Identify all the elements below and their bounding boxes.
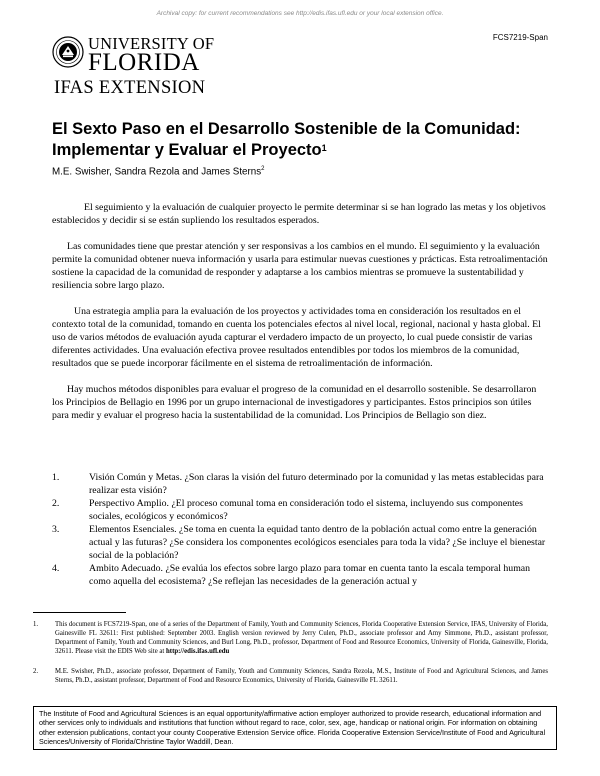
footnote bbox=[33, 667, 548, 685]
footnote bbox=[33, 620, 548, 656]
footnote-divider bbox=[33, 612, 126, 613]
authors-text: M.E. Swisher, Sandra Rezola and James Sterns bbox=[52, 166, 262, 178]
list-item-number: 2. bbox=[52, 498, 60, 509]
list-item bbox=[52, 523, 548, 562]
publication-number: FCS7219-Span bbox=[492, 33, 548, 42]
uf-ifas-logo bbox=[52, 34, 215, 104]
footnote-number: 2. bbox=[33, 668, 39, 675]
list-item bbox=[52, 562, 548, 588]
list-item-text: Ambito Adecuado. ¿Se evalúa los efectos sobre largo plazo para tomar en cuenta tanto la escala temporal human como aquella del ecosistema? ¿Se reflejan las necesidades de la generación actual y bbox=[89, 563, 531, 587]
university-seal-icon bbox=[52, 36, 84, 68]
list-item-number: 3. bbox=[52, 524, 60, 535]
footnote-text: This document is FCS7219-Span, one of a series of the Department of Family, Youth and Community Sciences, Florida Cooperative Extension Service, IFAS, University of Florida, Gainesville FL 32611: First published: September 2003. English version reviewed by Jerry Culen, Ph.D., associate professor and Amy Simmone, Ph.D., assistant professor, Department of Family, Youth and Community Sciences, and Burl Long, Ph.D., professor, Department of Food and Resource Economics, University of Florida, Gainesville, Florida, 32611. Please visit the EDIS Web site at bbox=[55, 621, 548, 655]
list-item bbox=[52, 471, 548, 497]
paragraph: Una estrategia amplia para la evaluación de los proyectos y actividades toma en consideración los resultados en el contexto total de la comunidad, tomando en cuenta los potenciales efectos al nivel local, regional, nacional y hasta global. El uso de varios métodos de evaluación ayuda capturar el verdadero impacto de un proyecto, lo cual puede consistir de varias diferentes actividades. Una evaluación efectiva provee resultados entendibles por todos los miembros de la comunidad, resultados que se puede incorporar fácilmente en el sistema de retroalimentación de información. bbox=[52, 306, 541, 369]
logo-ifas-extension: IFAS EXTENSION bbox=[54, 78, 206, 98]
paragraph: Hay muchos métodos disponibles para evaluar el progreso de la comunidad en el desarrollo sostenible. Se desarrollaron los Principios de Bellagio en 1996 por un grupo internacional de investigadores y participantes. Estos principios son útiles para medir y evaluar el progreso hacia la sustentabilidad de la comunidad. Los Principios de Bellagio son diez. bbox=[52, 384, 537, 421]
logo-florida: FLORIDA bbox=[88, 49, 200, 76]
footnotes bbox=[33, 620, 548, 696]
archive-notice: Archival copy: for current recommendations see http://edis.ifas.ufl.edu or your local extension office. bbox=[156, 10, 444, 17]
paragraph: Las comunidades tiene que prestar atención y ser responsivas a los cambios en el mundo. El seguimiento y la evaluación permite la comunidad obtener nueva información y usarla para estimular nuevas cuestiones y prácticas. Esta retroalimentación sostiene la capacidad de la comunidad de responder y adaptarse a los cambios mientras se promueve la sustentabilidad y resiliencia sobre largo plazo. bbox=[52, 241, 548, 291]
list-item-number: 1. bbox=[52, 472, 60, 483]
authors bbox=[52, 166, 264, 177]
footnote-text: M.E. Swisher, Ph.D., associate professor, Department of Family, Youth and Community Sciences, Sandra Rezola, M.S., Institute of Food and Agricultural Sciences, and James Sterns, Ph.D., assistant professor, Department of Food and Resource Economics, University of Florida, Gainesville FL 32611. bbox=[55, 668, 548, 684]
list-item-text: Elementos Esenciales. ¿Se toma en cuenta la equidad tanto dentro de la población actual como entre la generación actual y las futuras? ¿Se considera los componentes ecológicos esenciales para toda la vida? ¿Se incluye el bienestar social de la población? bbox=[89, 524, 546, 561]
list-item-text: Perspectivo Amplio. ¿El proceso comunal toma en consideración todo el sistema, incluyendo sus componentes sociales, ecológicos y económicos? bbox=[89, 498, 523, 522]
paragraph: El seguimiento y la evaluación de cualquier proyecto le permite determinar si se han logrado las metas y los objetivos establecidos y decidir si se están supliendo los resultados esperados. bbox=[52, 202, 546, 226]
list-item-number: 4. bbox=[52, 563, 60, 574]
list-item bbox=[52, 497, 548, 523]
footnote-number: 1. bbox=[33, 621, 39, 628]
authors-footnote-ref: 2 bbox=[261, 166, 265, 172]
bellagio-principles-list bbox=[52, 471, 548, 588]
list-item-text: Visión Común y Metas. ¿Son claras la visión del futuro determinado por la comunidad y las metas establecidas para realizar esta visión? bbox=[89, 472, 544, 496]
body-text bbox=[52, 201, 548, 435]
equal-opportunity-disclaimer: The Institute of Food and Agricultural Sciences is an equal opportunity/affirmative action employer authorized to provide research, educational information and other services only to individuals and institutions that function without regard to race, color, sex, age, handicap or national origin. For information on obtaining other extension publications, contact your county Cooperative Extension Service office. Florida Cooperative Extension Service/Institute of Food and Agricultural Sciences/University of Florida/Christine Taylor Waddill, Dean. bbox=[33, 706, 557, 750]
title-footnote-ref: 1 bbox=[321, 143, 327, 153]
logo-university-of: UNIVERSITY OF bbox=[88, 34, 215, 53]
document-title bbox=[52, 119, 572, 161]
title-text: El Sexto Paso en el Desarrollo Sostenible de la Comunidad: Implementar y Evaluar el Proyecto bbox=[52, 120, 521, 159]
edis-link[interactable]: http://edis.ifas.ufl.edu bbox=[166, 648, 230, 655]
